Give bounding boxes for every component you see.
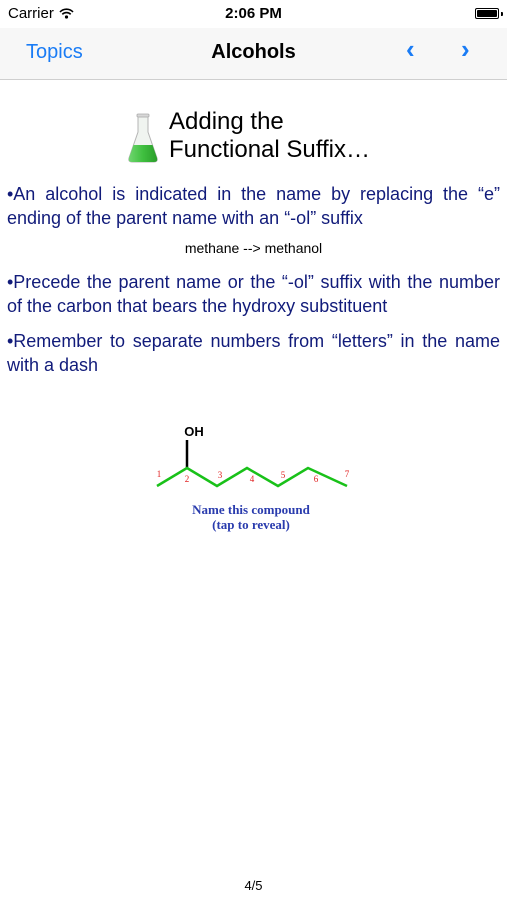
carbon-number-1: 1: [156, 469, 162, 479]
chevron-left-icon[interactable]: ‹: [406, 34, 415, 64]
bullet-carbon-number: •Precede the parent name or the “-ol” suffix with the number of the carbon that bears the hydroxy substituent: [7, 272, 500, 316]
carbon-number-7: 7: [344, 469, 350, 479]
flask-icon: [127, 112, 159, 164]
section-heading: [127, 108, 370, 164]
carrier-label: Carrier: [8, 5, 54, 22]
carbon-number-5: 5: [280, 470, 286, 480]
example-text: methane --> methanol: [184, 240, 323, 256]
bullet-dash-rule: •Remember to separate numbers from “letters” in the name with a dash: [7, 331, 500, 375]
heading-line-1: Adding the: [169, 108, 284, 135]
page-title: Alcohols: [211, 41, 296, 63]
battery-tip: [501, 12, 503, 16]
caption-line-1: Name this compound: [192, 502, 310, 517]
carbon-number-2: 2: [184, 474, 190, 484]
status-bar: [0, 0, 507, 28]
carbon-number-3: 3: [217, 470, 223, 480]
topics-back-button[interactable]: Topics: [26, 41, 83, 63]
caption-line-2: (tap to reveal): [212, 517, 290, 532]
heading-line-2: Functional Suffix…: [169, 136, 370, 163]
carbon-number-6: 6: [313, 474, 319, 484]
carbon-number-4: 4: [249, 474, 255, 484]
molecule-structure[interactable]: [150, 418, 360, 498]
battery-icon: [475, 8, 499, 19]
page-indicator: 4/5: [244, 878, 263, 893]
chevron-right-icon[interactable]: ›: [461, 34, 470, 64]
hydroxyl-label: OH: [184, 424, 204, 439]
reveal-caption[interactable]: [151, 502, 351, 532]
bullet-alcohol-suffix: •An alcohol is indicated in the name by replacing the “e” ending of the parent name with an “-ol” suffix: [7, 184, 500, 228]
navigation-bar: [0, 28, 507, 80]
status-time: 2:06 PM: [225, 5, 282, 22]
